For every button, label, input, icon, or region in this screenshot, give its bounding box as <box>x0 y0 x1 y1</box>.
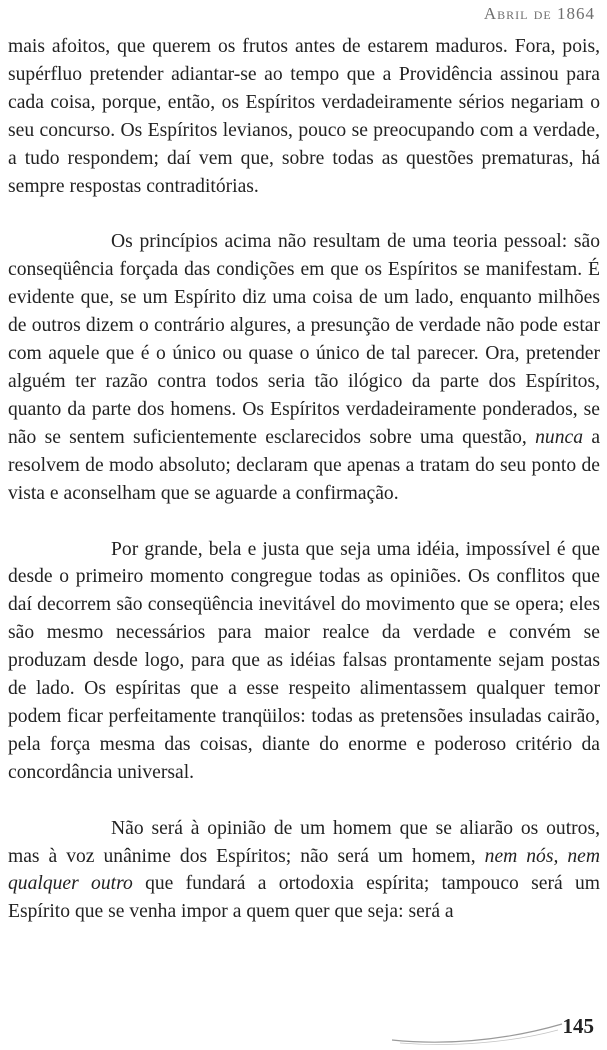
footer-swoosh-ornament <box>390 1018 565 1046</box>
paragraph-4-text-before: Não será à opinião de um homem que se aliarão os outros, mas à voz unânime dos Espíritos; não será um homem, <box>8 817 600 867</box>
paragraph-4-emphasis: nem nós, nem qualquer outro <box>8 845 600 895</box>
page-number: 145 <box>562 1014 594 1038</box>
paragraph-2 <box>8 228 600 507</box>
paragraph-3: Por grande, bela e justa que seja uma idéia, impossível é que desde o primeiro momento congregue todas as opiniões. Os conflitos que daí decorrem são conseqüência inevitável do movimento que se opera; eles são mesmo necessários para maior realce da verdade e convém se produzam desde logo, para que as idéias falsas prontamente sejam postas de lado. Os espíritas que a esse respeito alimentassem qualquer temor podem ficar perfeitamente tranqüilos: todas as pretensões insuladas cairão, pela força mesma das coisas, diante do enorme e poderoso critério da concordância universal. <box>8 538 600 783</box>
body-text <box>8 33 600 926</box>
paragraph-2-text-before: Os princípios acima não resultam de uma teoria pessoal: são conseqüência forçada das condições em que os Espíritos se manifestam. É evidente que, se um Espírito diz uma coisa de um lado, enquanto milhões de outros dizem o contrário algures, a presunção de verdade não pode estar com aquele que é o único ou quase o único de tal parecer. Ora, pretender alguém ter razão contra todos seria tão ilógico da parte dos Espíritos, quanto da parte dos homens. Os Espíritos verdadeiramente ponderados, se não se sentem suficientemente esclarecidos sobre uma questão, <box>8 231 600 448</box>
paragraph-4 <box>8 815 600 927</box>
paragraph-2-emphasis: nunca <box>535 426 584 448</box>
running-head: Abril de 1864 <box>483 4 595 23</box>
paragraph-1: mais afoitos, que querem os frutos antes de estarem maduros. Fora, pois, supérfluo pretender adiantar-se ao tempo que a Providência assinou para cada coisa, porque, então, os Espíritos verdadeiramente sérios negariam o seu concurso. Os Espíritos levianos, pouco se preocupando com a verdade, a tudo respondem; daí vem que, sobre todas as questões prematuras, há sempre respostas contraditórias. <box>8 36 600 197</box>
paragraph-4-text-after: que fundará a ortodoxia espírita; tampouco será um Espírito que se venha impor a quem quer que seja: será a <box>8 873 600 923</box>
paragraph-2-text-after: a resolvem de modo absoluto; declaram que apenas a tratam do seu ponto de vista e aconselham que se aguarde a confirmação. <box>8 426 601 504</box>
